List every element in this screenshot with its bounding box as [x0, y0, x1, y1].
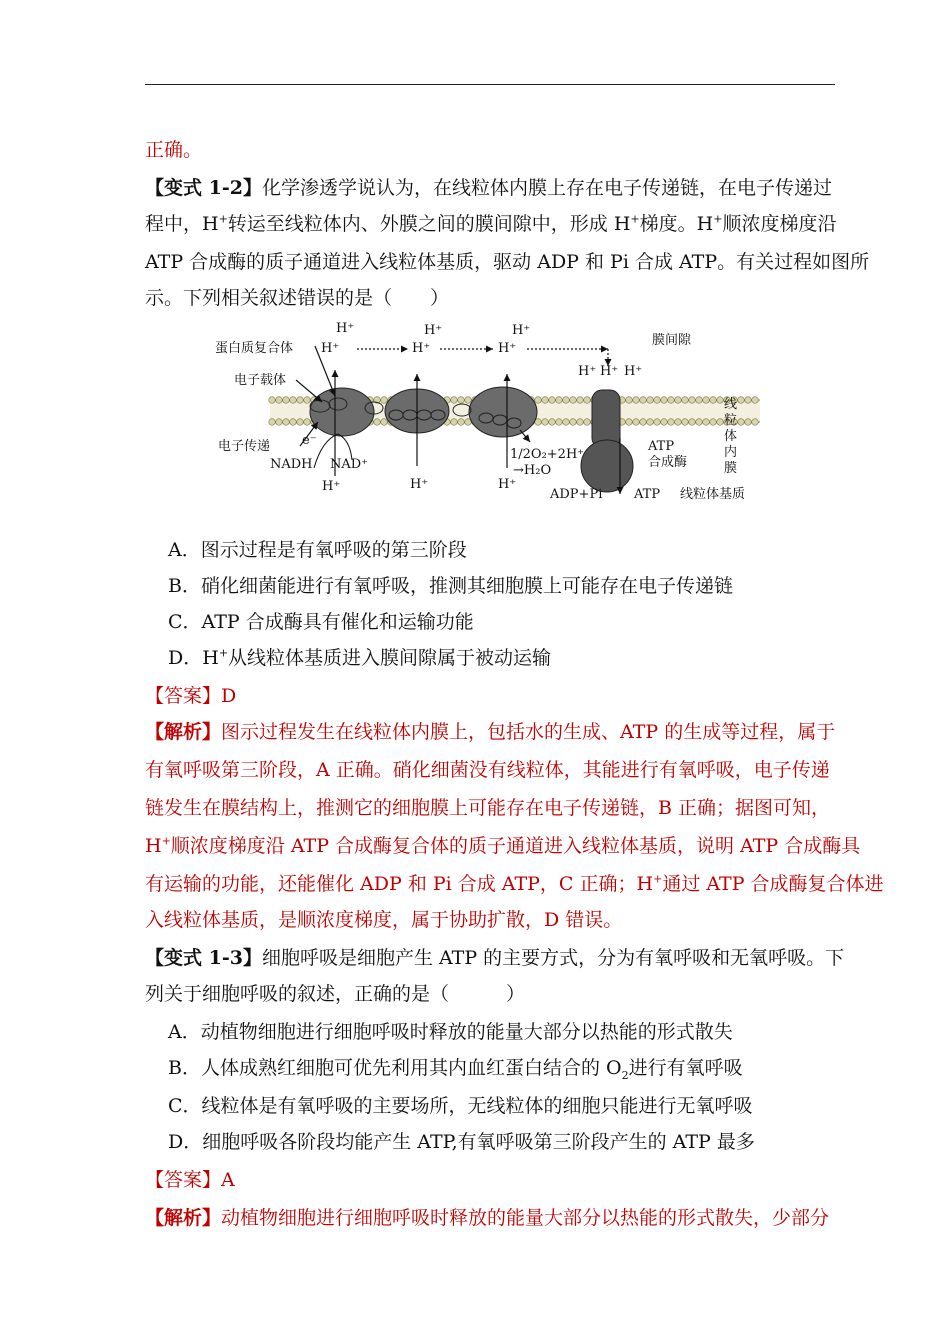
- option-d: D．细胞呼吸各阶段均能产生 ATP,有氧呼吸第三阶段产生的 ATP 最多: [168, 1131, 755, 1153]
- inner-membrane-label: 体: [724, 429, 738, 444]
- answer: 【答案】A: [145, 1169, 235, 1191]
- h-plus-label: H⁺: [410, 477, 429, 492]
- lipid-head: [542, 397, 549, 404]
- atp-synthase-label: ATP: [648, 439, 675, 454]
- lipid-head: [556, 397, 563, 404]
- analysis: 有氧呼吸第三阶段，A 正确。硝化细菌没有线粒体，其能进行有氧呼吸，电子传递: [145, 759, 830, 781]
- lipid-head: [752, 397, 759, 404]
- lipid-head: [465, 397, 472, 404]
- analysis: 链发生在膜结构上，推测它的细胞膜上可能存在电子传递链，B 正确；据图可知，: [145, 797, 831, 819]
- lipid-head: [458, 419, 465, 426]
- lipid-head: [283, 419, 290, 426]
- option-c: C．ATP 合成酶具有催化和运输功能: [168, 611, 474, 633]
- lipid-head: [283, 397, 290, 404]
- protein-complex-label: 蛋白质复合体: [215, 341, 294, 356]
- lipid-head: [661, 419, 668, 426]
- inner-membrane-label: 内: [724, 445, 738, 460]
- question-stem: 示。下列相关叙述错误的是（ ）: [145, 287, 450, 309]
- lipid-head: [703, 419, 710, 426]
- electron-carrier-label: 电子载体: [234, 373, 287, 388]
- h-plus-label: H⁺: [512, 323, 531, 338]
- question-stem: ATP 合成酶的质子通道进入线粒体基质，驱动 ADP 和 Pi 合成 ATP。有关过程如图所: [145, 251, 870, 273]
- adp-pi-label: ADP+Pi: [550, 487, 603, 502]
- question-stem: 【变式 1-2】化学渗透学说认为，在线粒体内膜上存在电子传递链，在电子传递过: [145, 177, 832, 199]
- question-stem: 程中，H+转运至线粒体内、外膜之间的膜间隙中，形成 H+梯度。H+顺浓度梯度沿: [145, 212, 837, 235]
- analysis: 入线粒体基质，是顺浓度梯度，属于协助扩散，D 错误。: [145, 909, 623, 931]
- question-tag: 【变式 1-3】: [145, 947, 262, 969]
- option-b: B．人体成熟红细胞可优先利用其内血红蛋白结合的 $O_2$进行有氧呼吸: [168, 1057, 743, 1082]
- h-plus-label: H⁺: [578, 364, 597, 379]
- lipid-head: [647, 419, 654, 426]
- lipid-head: [745, 419, 752, 426]
- question-tag: 【变式 1-2】: [145, 177, 262, 199]
- h-plus-label: H⁺: [498, 341, 517, 356]
- lipid-head: [668, 419, 675, 426]
- analysis: 有运输的功能，还能催化 ADP 和 Pi 合成 ATP，C 正确；H+通过 ATP 合成酶复合体进: [145, 872, 884, 895]
- lipid-head: [654, 397, 661, 404]
- atp-synthase-label: 合成酶: [648, 455, 688, 470]
- lipid-head: [717, 397, 724, 404]
- lipid-head: [584, 419, 591, 426]
- lipid-head: [626, 397, 633, 404]
- lipid-head: [689, 397, 696, 404]
- lipid-head: [696, 397, 703, 404]
- lipid-head: [381, 397, 388, 404]
- lipid-head: [682, 397, 689, 404]
- lipid-head: [535, 397, 542, 404]
- lipid-head: [570, 419, 577, 426]
- lipid-head: [458, 397, 465, 404]
- protein-complex-3: [469, 387, 537, 437]
- lipid-head: [304, 397, 311, 404]
- h-plus-label: H⁺: [624, 364, 643, 379]
- lipid-head: [626, 419, 633, 426]
- intermembrane-space-label: 膜间隙: [652, 333, 692, 348]
- electron-transport-chain-figure: [210, 318, 770, 514]
- nadh-label: NADH: [270, 457, 313, 472]
- lipid-head: [381, 419, 388, 426]
- lipid-head: [675, 397, 682, 404]
- inner-membrane-label: 粒: [724, 413, 738, 428]
- analysis: 【解析】动植物细胞进行细胞呼吸时释放的能量大部分以热能的形式散失，少部分: [145, 1207, 830, 1229]
- lipid-head: [276, 419, 283, 426]
- analysis: 【解析】图示过程发生在线粒体内膜上，包括水的生成、ATP 的生成等过程，属于: [145, 721, 836, 743]
- lipid-head: [710, 419, 717, 426]
- lipid-head: [290, 397, 297, 404]
- h-plus-label: H⁺: [498, 477, 517, 492]
- lipid-head: [297, 419, 304, 426]
- h-plus-label: H⁺: [424, 323, 443, 338]
- header-rule: [145, 84, 835, 85]
- h-plus-label: H⁺: [322, 479, 341, 494]
- lipid-head: [451, 419, 458, 426]
- lipid-head: [584, 397, 591, 404]
- lipid-head: [640, 419, 647, 426]
- reaction-label: 1/2O₂+2H⁺: [510, 447, 585, 462]
- text-line: 正确。: [145, 139, 203, 161]
- answer: 【答案】D: [145, 685, 237, 707]
- lipid-head: [675, 419, 682, 426]
- question-stem: 列关于细胞呼吸的叙述，正确的是（ ）: [145, 983, 526, 1005]
- lipid-head: [276, 397, 283, 404]
- lipid-head: [269, 419, 276, 426]
- lipid-head: [738, 397, 745, 404]
- lipid-head: [374, 419, 381, 426]
- electron-transport-label: 电子传递: [218, 439, 271, 454]
- lipid-head: [661, 397, 668, 404]
- h-plus-label: H⁺: [412, 341, 431, 356]
- lipid-head: [703, 397, 710, 404]
- lipid-head: [290, 419, 297, 426]
- lipid-head: [297, 397, 304, 404]
- lipid-head: [717, 419, 724, 426]
- h-plus-label: H⁺: [336, 321, 355, 336]
- lipid-head: [668, 397, 675, 404]
- lipid-head: [654, 419, 661, 426]
- analysis: H+顺浓度梯度沿 ATP 合成酶复合体的质子通道进入线粒体基质，说明 ATP 合成酶具: [145, 834, 861, 857]
- lipid-head: [563, 419, 570, 426]
- question-stem: 【变式 1-3】细胞呼吸是细胞产生 ATP 的主要方式，分为有氧呼吸和无氧呼吸。下: [145, 947, 845, 969]
- lipid-head: [451, 397, 458, 404]
- lipid-head: [752, 419, 759, 426]
- atp-label: ATP: [634, 487, 661, 502]
- option-d: D．H+从线粒体基质进入膜间隙属于被动运输: [168, 646, 552, 669]
- nad-label: NAD⁺: [330, 457, 369, 472]
- lipid-head: [577, 419, 584, 426]
- lipid-head: [269, 397, 276, 404]
- electron-label: e⁻: [302, 433, 317, 448]
- lipid-head: [647, 397, 654, 404]
- lipid-head: [633, 397, 640, 404]
- lipid-head: [640, 397, 647, 404]
- h-plus-label: H⁺: [600, 364, 619, 379]
- lipid-head: [563, 397, 570, 404]
- lipid-head: [633, 419, 640, 426]
- lipid-head: [542, 419, 549, 426]
- lipid-head: [745, 397, 752, 404]
- option-a: A．动植物细胞进行细胞呼吸时释放的能量大部分以热能的形式散失: [168, 1021, 733, 1043]
- reaction-label: →H₂O: [513, 463, 552, 478]
- inner-membrane-label: 膜: [724, 461, 738, 476]
- lipid-head: [556, 419, 563, 426]
- lipid-head: [577, 397, 584, 404]
- lipid-head: [570, 397, 577, 404]
- lipid-head: [689, 419, 696, 426]
- lipid-head: [738, 419, 745, 426]
- lipid-head: [682, 419, 689, 426]
- option-b: B．硝化细菌能进行有氧呼吸，推测其细胞膜上可能存在电子传递链: [168, 575, 733, 597]
- h-plus-label: H⁺: [321, 341, 340, 356]
- lipid-head: [696, 419, 703, 426]
- matrix-label: 线粒体基质: [680, 487, 746, 502]
- lipid-head: [710, 397, 717, 404]
- lipid-head: [304, 419, 311, 426]
- inner-membrane-label: 线: [724, 397, 738, 412]
- option-c: C．线粒体是有氧呼吸的主要场所，无线粒体的细胞只能进行无氧呼吸: [168, 1095, 753, 1117]
- option-a: A．图示过程是有氧呼吸的第三阶段: [168, 539, 467, 561]
- lipid-head: [549, 419, 556, 426]
- lipid-head: [549, 397, 556, 404]
